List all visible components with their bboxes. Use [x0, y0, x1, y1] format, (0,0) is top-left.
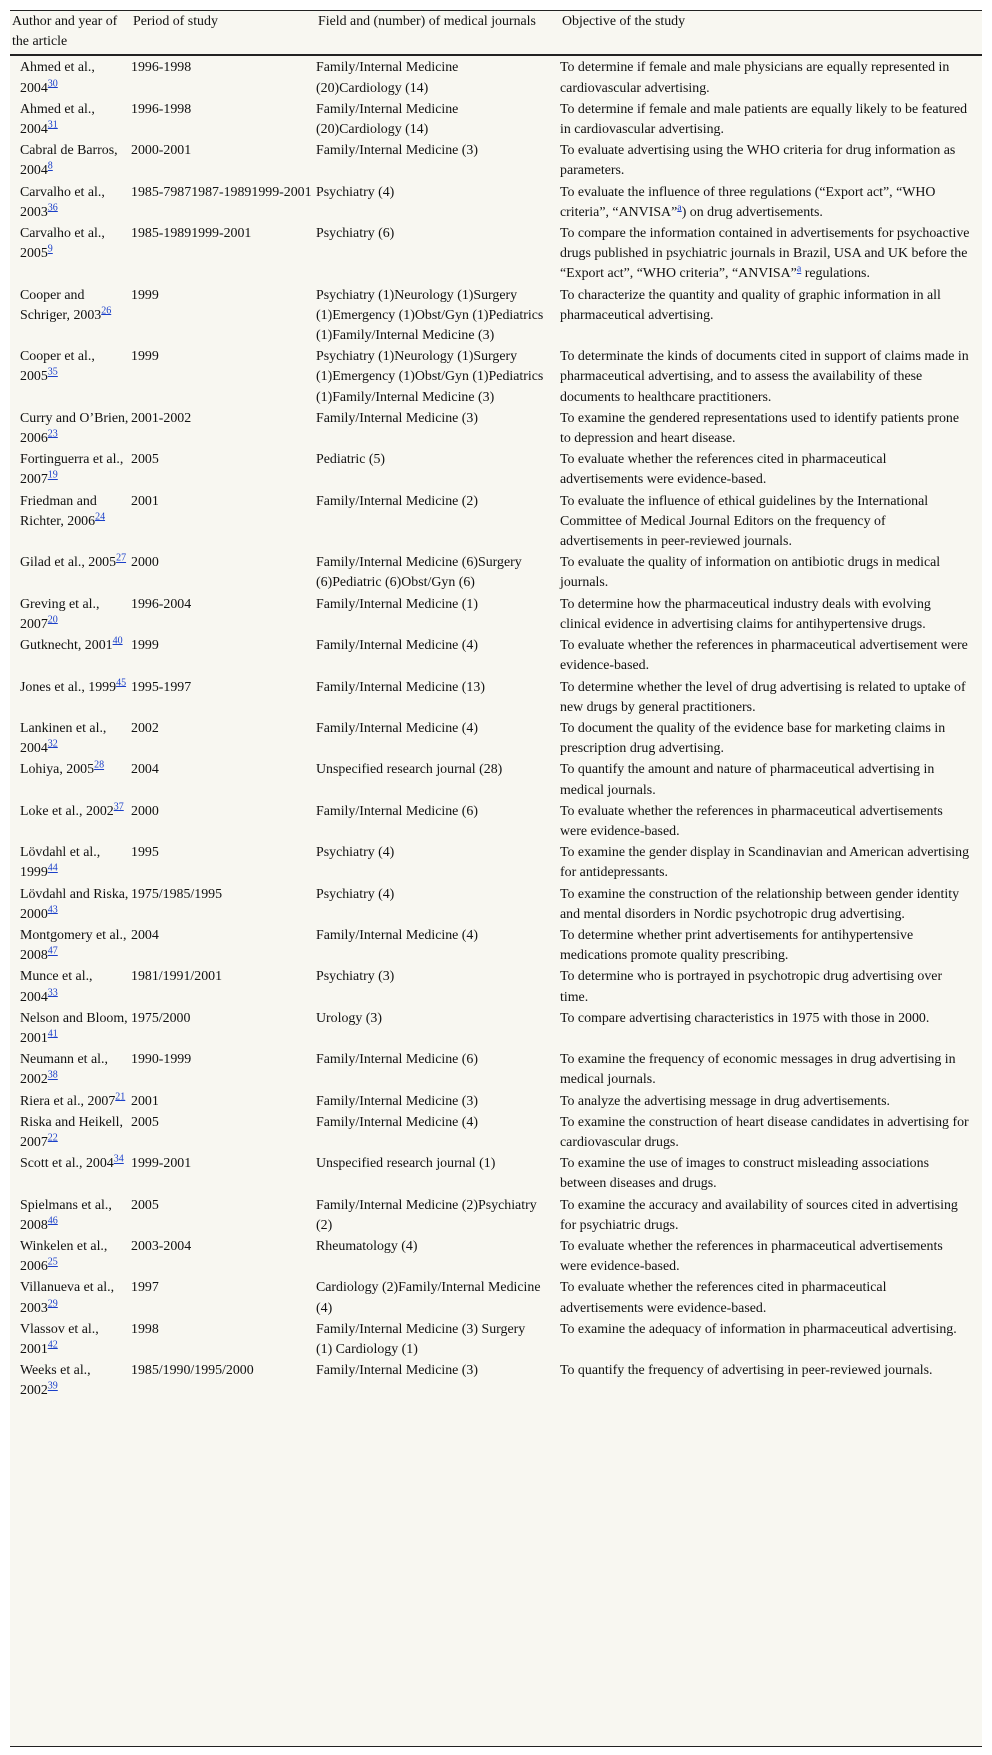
table-row: [10, 677, 982, 718]
reference-link[interactable]: 39: [47, 1380, 58, 1392]
cell-period: 2001-2002: [131, 410, 192, 426]
reference-link[interactable]: 26: [101, 305, 112, 317]
reference-link[interactable]: 30: [47, 77, 58, 89]
cell-objective: To determine whether the level of drug advertising is related to uptake of new drugs by general practitioners.: [560, 679, 966, 715]
cell-field: Family/Internal Medicine (3): [316, 1363, 479, 1379]
cell-field: Family/Internal Medicine (2)Psychiatry (2): [316, 1197, 537, 1233]
cell-objective: To determine if female and male patients are equally likely to be featured in cardiovascular advertising.: [560, 101, 968, 138]
cell-author: [10, 1049, 131, 1090]
reference-link[interactable]: 25: [47, 1256, 58, 1268]
table-row: [10, 842, 982, 883]
cell-objective: To evaluate the quality of information on antibiotic drugs in medical journals.: [560, 555, 941, 591]
cell-period: 2000: [131, 803, 159, 819]
table-row: [10, 140, 982, 181]
cell-objective: [560, 182, 982, 223]
table-row: [10, 99, 982, 140]
cell-field: Family/Internal Medicine (4): [316, 1114, 479, 1130]
table-row: [10, 223, 982, 285]
cell-field: Family/Internal Medicine (3): [316, 143, 479, 159]
table-row: [10, 759, 982, 800]
author-text: Neumann et al., 2002: [20, 1052, 108, 1088]
cell-author: [10, 1008, 131, 1049]
cell-author: [10, 55, 131, 98]
reference-link[interactable]: 19: [47, 469, 58, 481]
author-text: Scott et al., 2004: [20, 1156, 114, 1172]
cell-period: 1981/1991/2001: [131, 969, 223, 985]
cell-objective: To document the quality of the evidence base for marketing claims in prescription drug advertising.: [560, 720, 946, 757]
objective-text-end: regulations.: [801, 266, 870, 282]
cell-author: [10, 718, 131, 759]
table-row: [10, 55, 982, 98]
table-row: [10, 1195, 982, 1236]
table-row: [10, 635, 982, 676]
cell-author: [10, 1319, 131, 1360]
cell-author: [10, 1112, 131, 1153]
cell-field: Psychiatry (1)Neurology (1)Surgery (1)Emergency (1)Obst/Gyn (1)Pediatrics (1)Family/Internal Medicine (3): [316, 349, 544, 405]
header-period: Period of study: [131, 11, 316, 55]
reference-link[interactable]: 32: [47, 738, 58, 750]
cell-author: [10, 966, 131, 1007]
author-text: Weeks et al., 2002: [20, 1363, 91, 1399]
cell-author: [10, 759, 131, 800]
reference-link[interactable]: 42: [47, 1339, 58, 1351]
cell-objective: To evaluate whether the references in pharmaceutical advertisements were evidence-based.: [560, 1238, 943, 1275]
cell-author: [10, 677, 131, 718]
cell-field: Psychiatry (4): [316, 184, 395, 200]
cell-field: Psychiatry (6): [316, 226, 395, 242]
cell-objective: To evaluate the influence of ethical guidelines by the International Committee of Medical Journal Editors on the frequency of advertisements in peer-reviewed journals.: [560, 493, 929, 550]
reference-link[interactable]: 41: [47, 1028, 58, 1040]
footnote-link[interactable]: a: [677, 202, 682, 214]
reference-link[interactable]: 45: [116, 676, 127, 688]
cell-author: [10, 1091, 131, 1112]
footnote-link[interactable]: a: [796, 263, 802, 275]
cell-field: Rheumatology (4): [316, 1238, 418, 1254]
table-row: [10, 718, 982, 759]
reference-link[interactable]: 36: [47, 202, 58, 214]
table-row: [10, 491, 982, 553]
author-text: Friedman and Richter, 2006: [20, 493, 97, 529]
cell-field: Family/Internal Medicine (20)Cardiology (14): [316, 60, 459, 96]
cell-period: 1985-79871987-19891999-2001: [131, 184, 312, 200]
cell-field: Unspecified research journal (28): [316, 762, 503, 778]
cell-objective: To examine the use of images to construct misleading associations between diseases and drugs.: [560, 1156, 929, 1192]
table-header: [10, 11, 982, 55]
author-text: Carvalho et al., 2003: [20, 184, 105, 220]
cell-field: Unspecified research journal (1): [316, 1156, 496, 1172]
cell-period: 2005: [131, 1197, 159, 1213]
author-text: Ahmed et al., 2004: [20, 101, 95, 138]
cell-author: [10, 552, 131, 593]
reference-link[interactable]: 28: [94, 759, 105, 771]
cell-author: [10, 285, 131, 347]
reference-link[interactable]: 21: [115, 1090, 126, 1102]
cell-author: [10, 99, 131, 140]
cell-field: Psychiatry (4): [316, 886, 395, 902]
reference-link[interactable]: 44: [47, 862, 58, 874]
reference-link[interactable]: 22: [47, 1132, 58, 1144]
cell-objective: To evaluate whether the references in pharmaceutical advertisement were evidence-based.: [560, 638, 968, 674]
cell-field: Psychiatry (1)Neurology (1)Surgery (1)Emergency (1)Obst/Gyn (1)Pediatrics (1)Family/Internal Medicine (3): [316, 287, 544, 344]
cell-objective: To determine if female and male physicians are equally represented in cardiovascular advertising.: [560, 60, 950, 96]
reference-link[interactable]: 40: [112, 635, 123, 647]
cell-field: Family/Internal Medicine (4): [316, 638, 479, 654]
cell-author: [10, 842, 131, 883]
cell-objective: To examine the adequacy of information in pharmaceutical advertising.: [560, 1321, 957, 1337]
cell-author: [10, 594, 131, 635]
cell-objective: To examine the accuracy and availability of sources cited in advertising for psychiatric drugs.: [560, 1197, 958, 1233]
table-row: [10, 801, 982, 842]
author-text: Spielmans et al., 2008: [20, 1197, 112, 1233]
table-body: [10, 55, 982, 1401]
cell-period: 1996-1998: [131, 101, 192, 117]
author-text: Lohiya, 2005: [20, 762, 95, 778]
cell-period: 1997: [131, 1280, 159, 1296]
cell-field: Family/Internal Medicine (6)Surgery (6)Pediatric (6)Obst/Gyn (6): [316, 555, 522, 591]
author-text: Montgomery et al., 2008: [20, 927, 127, 964]
cell-period: 2001: [131, 1093, 159, 1109]
cell-field: Family/Internal Medicine (3) Surgery (1) Cardiology (1): [316, 1321, 526, 1357]
cell-field: Family/Internal Medicine (20)Cardiology (14): [316, 101, 459, 138]
cell-period: 1996-2004: [131, 596, 192, 612]
header-author: Author and year of the article: [10, 11, 131, 55]
cell-period: 1999: [131, 287, 159, 303]
cell-objective: To examine the construction of the relationship between gender identity and mental disorders in Nordic psychotropic drug advertising.: [560, 886, 960, 922]
table-row: [10, 552, 982, 593]
reference-link[interactable]: 46: [47, 1215, 58, 1227]
cell-field: Family/Internal Medicine (1): [316, 596, 479, 612]
author-text: Greving et al., 2007: [20, 596, 100, 632]
cell-field: Family/Internal Medicine (6): [316, 803, 479, 819]
cell-period: 1996-1998: [131, 60, 192, 76]
cell-period: 2000: [131, 555, 159, 571]
reference-link[interactable]: 24: [95, 511, 106, 523]
cell-period: 2002: [131, 720, 159, 736]
cell-period: 1985-19891999-2001: [131, 226, 252, 242]
cell-period: 1999: [131, 638, 159, 654]
reference-link[interactable]: 47: [47, 945, 58, 957]
cell-author: [10, 884, 131, 925]
cell-objective: To examine the gender display in Scandinavian and American advertising for antidepressants.: [560, 845, 970, 881]
cell-field: Family/Internal Medicine (3): [316, 410, 479, 426]
cell-period: 2003-2004: [131, 1238, 192, 1254]
cell-author: [10, 408, 131, 449]
header-row: [10, 11, 982, 55]
cell-field: Family/Internal Medicine (4): [316, 927, 479, 943]
table-row: [10, 594, 982, 635]
reference-link[interactable]: 43: [47, 904, 58, 916]
author-text: Lövdahl et al., 1999: [20, 845, 101, 881]
reference-link[interactable]: 27: [116, 552, 127, 564]
table-row: [10, 925, 982, 966]
cell-objective: To examine the frequency of economic messages in drug advertising in medical journals.: [560, 1052, 956, 1088]
cell-objective: To characterize the quantity and quality of graphic information in all pharmaceutical advertising.: [560, 287, 941, 323]
studies-table-container: [10, 10, 982, 1747]
cell-objective: To analyze the advertising message in drug advertisements.: [560, 1093, 890, 1109]
objective-text-end: ) on drug advertisements.: [681, 204, 823, 220]
reference-link[interactable]: 20: [47, 614, 58, 626]
cell-period: 2000-2001: [131, 143, 192, 159]
table-row: [10, 182, 982, 223]
cell-period: 2001: [131, 493, 159, 509]
cell-field: Family/Internal Medicine (4): [316, 720, 479, 736]
cell-period: 1999: [131, 349, 159, 365]
cell-objective: To quantify the amount and nature of pharmaceutical advertising in medical journals.: [560, 762, 935, 798]
cell-author: [10, 346, 131, 408]
cell-author: [10, 1153, 131, 1194]
cell-author: [10, 223, 131, 285]
cell-objective: To evaluate advertising using the WHO criteria for drug information as parameters.: [560, 143, 956, 179]
cell-field: Family/Internal Medicine (3): [316, 1093, 479, 1109]
author-text: Lankinen et al., 2004: [20, 720, 107, 757]
objective-text: To compare the information contained in advertisements for psychoactive drugs published in psychiatric journals in Brazil, USA and UK before the “Export act”, “WHO criteria”, “ANVISA”: [560, 226, 970, 282]
table-row: [10, 884, 982, 925]
table-row: [10, 449, 982, 490]
table-row: [10, 1008, 982, 1049]
cell-field: Pediatric (5): [316, 452, 386, 468]
cell-field: Psychiatry (4): [316, 845, 395, 861]
cell-period: 1999-2001: [131, 1156, 192, 1172]
author-text: Gutknecht, 2001: [20, 638, 113, 654]
reference-link[interactable]: 31: [47, 119, 58, 131]
table-row: [10, 1153, 982, 1194]
header-objective: Objective of the study: [560, 11, 982, 55]
cell-objective: To evaluate whether the references cited in pharmaceutical advertisements were evidence-based.: [560, 1280, 887, 1316]
table-row: [10, 966, 982, 1007]
reference-link[interactable]: 8: [47, 160, 53, 172]
cell-objective: To determinate the kinds of documents cited in support of claims made in pharmaceutical advertising, and to assess the availability of these documents to healthcare practitioners.: [560, 349, 969, 405]
reference-link[interactable]: 35: [47, 366, 58, 378]
cell-objective: To quantify the frequency of advertising in peer-reviewed journals.: [560, 1363, 933, 1379]
author-text: Riska and Heikell, 2007: [20, 1114, 123, 1150]
table-row: [10, 285, 982, 347]
author-text: Gilad et al., 2005: [20, 555, 117, 571]
cell-period: 1975/1985/1995: [131, 886, 223, 902]
table-row: [10, 1091, 982, 1112]
cell-field: Urology (3): [316, 1010, 382, 1026]
cell-period: 1990-1999: [131, 1052, 192, 1068]
cell-author: [10, 449, 131, 490]
studies-table: [10, 11, 982, 1402]
reference-link[interactable]: 9: [47, 243, 53, 255]
cell-author: [10, 635, 131, 676]
cell-objective: To determine whether print advertisements for antihypertensive medications promote quality prescribing.: [560, 927, 914, 964]
cell-objective: To determine how the pharmaceutical industry deals with evolving clinical evidence in advertising claims for antihypertensive drugs.: [560, 596, 931, 632]
cell-objective: To determine who is portrayed in psychotropic drug advertising over time.: [560, 969, 943, 1005]
objective-text: To evaluate the influence of three regulations (“Export act”, “WHO criteria”, “ANVISA”: [560, 184, 936, 220]
cell-field: Family/Internal Medicine (2): [316, 493, 479, 509]
cell-field: Cardiology (2)Family/Internal Medicine (4): [316, 1280, 541, 1316]
table-row: [10, 408, 982, 449]
cell-author: [10, 801, 131, 842]
author-text: Villanueva et al., 2003: [20, 1280, 115, 1316]
table-row: [10, 1360, 982, 1401]
author-text: Munce et al., 2004: [20, 969, 93, 1005]
table-row: [10, 1049, 982, 1090]
cell-author: [10, 1277, 131, 1318]
reference-link[interactable]: 33: [47, 986, 58, 998]
cell-author: [10, 182, 131, 223]
reference-link[interactable]: 37: [113, 801, 124, 813]
reference-link[interactable]: 34: [113, 1153, 124, 1165]
reference-link[interactable]: 29: [47, 1297, 58, 1309]
cell-period: 2005: [131, 1114, 159, 1130]
table-row: [10, 1319, 982, 1360]
cell-author: [10, 1236, 131, 1277]
author-text: Winkelen et al., 2006: [20, 1238, 108, 1275]
cell-objective: To evaluate whether the references in pharmaceutical advertisements were evidence-based.: [560, 803, 943, 839]
cell-period: 2004: [131, 762, 159, 778]
author-text: Cabral de Barros, 2004: [20, 143, 118, 179]
reference-link[interactable]: 23: [47, 428, 58, 440]
author-text: Curry and O’Brien, 2006: [20, 410, 129, 447]
reference-link[interactable]: 38: [47, 1069, 58, 1081]
cell-author: [10, 1360, 131, 1401]
author-text: Lövdahl and Riska, 2000: [20, 886, 129, 922]
cell-field: Family/Internal Medicine (13): [316, 679, 485, 695]
cell-period: 1998: [131, 1321, 159, 1337]
cell-author: [10, 491, 131, 553]
author-text: Riera et al., 2007: [20, 1093, 116, 1109]
cell-author: [10, 925, 131, 966]
author-text: Cooper et al., 2005: [20, 349, 95, 385]
cell-objective: To evaluate whether the references cited in pharmaceutical advertisements were evidence-based.: [560, 452, 887, 488]
cell-field: Family/Internal Medicine (6): [316, 1052, 479, 1068]
header-field: Field and (number) of medical journals: [316, 11, 560, 55]
author-text: Carvalho et al., 2005: [20, 226, 105, 262]
table-row: [10, 1277, 982, 1318]
author-text: Cooper and Schriger, 2003: [20, 287, 102, 323]
table-row: [10, 1236, 982, 1277]
cell-period: 1995-1997: [131, 679, 192, 695]
cell-period: 1985/1990/1995/2000: [131, 1363, 254, 1379]
author-text: Jones et al., 1999: [20, 679, 117, 695]
cell-period: 1995: [131, 845, 159, 861]
author-text: Nelson and Bloom, 2001: [20, 1010, 128, 1046]
cell-author: [10, 140, 131, 181]
cell-objective: To examine the construction of heart disease candidates in advertising for cardiovascular drugs.: [560, 1114, 969, 1150]
cell-period: 2004: [131, 927, 159, 943]
cell-period: 2005: [131, 452, 159, 468]
author-text: Fortinguerra et al., 2007: [20, 452, 124, 488]
table-row: [10, 346, 982, 408]
cell-objective: To compare advertising characteristics in 1975 with those in 2000.: [560, 1010, 930, 1026]
author-text: Loke et al., 2002: [20, 803, 114, 819]
cell-objective: [560, 223, 982, 285]
table-row: [10, 1112, 982, 1153]
cell-author: [10, 1195, 131, 1236]
cell-period: 1975/2000: [131, 1010, 191, 1026]
cell-objective: To examine the gendered representations used to identify patients prone to depression and heart disease.: [560, 410, 960, 447]
author-text: Vlassov et al., 2001: [20, 1321, 99, 1357]
author-text: Ahmed et al., 2004: [20, 60, 95, 96]
cell-field: Psychiatry (3): [316, 969, 395, 985]
